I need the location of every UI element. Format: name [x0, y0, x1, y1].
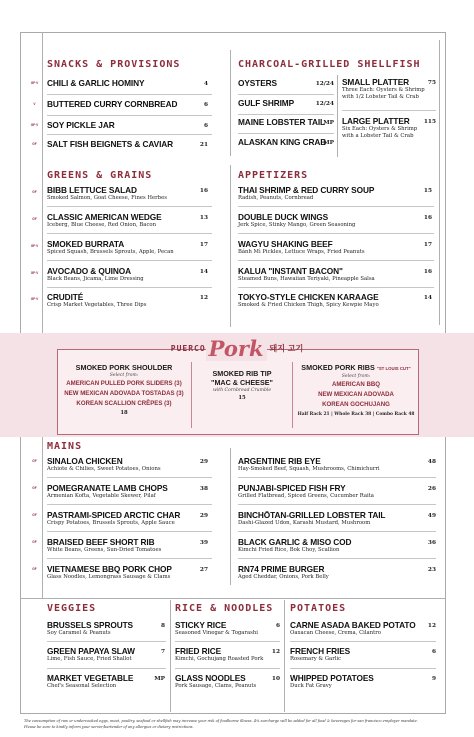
item-price: 6	[275, 623, 280, 629]
side-tag: GF·V	[30, 297, 39, 301]
row-divider	[47, 94, 212, 95]
item-price: 27	[199, 567, 208, 573]
menu-item: FRENCH FRIES Rosemary & Garlic	[290, 646, 351, 662]
divider-left-margin-mains	[42, 437, 43, 599]
item-price: 9	[431, 676, 436, 682]
item-price: 29	[199, 513, 208, 519]
divider-mid-center	[230, 165, 231, 327]
item-price: 6	[203, 123, 208, 129]
section-title-snacks: SNACKS & PROVISIONS	[47, 59, 181, 70]
section-title-veggies: VEGGIES	[47, 603, 97, 614]
item-price: 17	[423, 242, 432, 248]
side-tag: GF·V	[30, 271, 39, 275]
item-price: 12/24	[315, 81, 334, 87]
menu-item: OYSTERS	[238, 78, 277, 88]
divider-top-center	[230, 50, 231, 156]
divider-pork-1	[191, 362, 192, 428]
row-divider	[290, 668, 436, 669]
item-price: 38	[199, 486, 208, 492]
section-title-potatoes: POTATOES	[290, 603, 347, 614]
divider-mains-center	[230, 448, 231, 585]
menu-item: CARNE ASADA BAKED POTATO Oaxacan Cheese, Crema, Cilantro	[290, 620, 416, 636]
menu-item: SOY PICKLE JAR	[47, 120, 115, 130]
item-price: 26	[427, 486, 436, 492]
menu-item: WHIPPED POTATOES Duck Fat Gravy	[290, 673, 374, 689]
row-divider	[47, 134, 212, 135]
item-price: 49	[427, 513, 436, 519]
item-price: 36	[427, 540, 436, 546]
pork-option: KOREAN SCALLION CRÊPES (3)	[76, 400, 172, 407]
row-divider	[342, 110, 436, 111]
pork-col-title: SMOKED PORK SHOULDER	[75, 363, 173, 372]
item-price: 4	[203, 81, 208, 87]
platter-item: LARGE PLATTER Six Each: Oysters & Shrimp with a Lobster Tail & Crab	[342, 116, 418, 139]
menu-item: GLASS NOODLES Pork Sausage, Clams, Peanuts	[175, 673, 257, 689]
item-price: 39	[199, 540, 208, 546]
menu-item: RN74 PRIME BURGER Aged Cheddar, Onions, Pork Belly	[238, 564, 329, 580]
menu-item: MARKET VEGETABLE Chef's Seasonal Selection	[47, 673, 134, 689]
side-tag: GF	[32, 217, 37, 221]
side-tag: GF	[32, 459, 37, 463]
menu-item: PASTRAMI-SPICED ARCTIC CHAR Crispy Potatoes, Brussels Sprouts, Apple Sauce	[47, 510, 181, 526]
pork-option: AMERICAN BBQ	[331, 381, 381, 388]
menu-item: CRUDITÉ Crisp Market Vegetables, Three Dips	[47, 292, 147, 308]
divider-sides-2	[284, 600, 285, 712]
item-price: 15	[423, 188, 432, 194]
menu-item: SALT FISH BEIGNETS & CAVIAR	[47, 139, 174, 149]
pork-col-note: Select from:	[341, 374, 371, 379]
pork-price: 15	[238, 395, 246, 401]
menu-item: BRAISED BEEF SHORT RIB White Beans, Greens, Sun-Dried Tomatoes	[47, 537, 162, 553]
pork-option: NEW MEXICAN ADOVADA TOSTADAS (3)	[64, 390, 184, 397]
menu-item: KALUA "INSTANT BACON" Steamed Buns, Hawaiian Teriyaki, Pineapple Salsa	[238, 266, 375, 282]
divider-right-margin	[439, 40, 440, 325]
item-price: MP	[323, 120, 334, 126]
pork-price: Half Rack 21 | Whole Rack 38 | Combo Rack 48	[297, 412, 415, 417]
divider-pork-2	[292, 362, 293, 428]
pork-word-script: Pork	[206, 336, 267, 361]
menu-item: AVOCADO & QUINOA Black Beans, Jicama, Lime Dressing	[47, 266, 144, 282]
side-tag: GF	[32, 486, 37, 490]
row-divider	[47, 287, 212, 288]
section-title-rice: RICE & NOODLES	[175, 603, 274, 614]
item-price: 29	[199, 459, 208, 465]
divider-left-margin	[42, 32, 43, 333]
pork-word-korean: 돼지 고기	[269, 344, 304, 353]
row-divider	[175, 668, 280, 669]
section-title-mains: MAINS	[47, 441, 83, 452]
row-divider	[47, 115, 212, 116]
menu-item: DOUBLE DUCK WINGS Jerk Spice, Stinky Mango, Green Seasoning	[238, 212, 356, 228]
item-price: 16	[199, 188, 208, 194]
row-divider	[238, 260, 434, 261]
menu-item: BRUSSELS SPROUTS Soy Caramel & Peanuts	[47, 620, 133, 636]
item-price: 16	[423, 215, 432, 221]
row-divider	[238, 233, 434, 234]
menu-item: VIETNAMESE BBQ PORK CHOP Glass Noodles, Lemongrass Sausage & Clams	[47, 564, 172, 580]
item-price: 8	[160, 623, 165, 629]
item-price: 12	[271, 649, 280, 655]
side-tag: GF	[32, 567, 37, 571]
item-price: 115	[423, 119, 436, 125]
menu-item: ARGENTINE RIB EYE Hay-Smoked Beef, Squash, Mushrooms, Chimichurri	[238, 456, 380, 472]
side-tag: GF·V	[30, 123, 39, 127]
row-divider	[47, 531, 212, 532]
side-tag: GF	[32, 142, 37, 146]
row-divider	[47, 477, 212, 478]
item-price: 75	[427, 80, 436, 86]
row-divider	[238, 94, 334, 95]
side-tag: GF	[32, 540, 37, 544]
item-price: 12/24	[315, 101, 334, 107]
item-price: 12	[199, 295, 208, 301]
item-price: 16	[423, 269, 432, 275]
row-divider	[238, 504, 436, 505]
menu-item: BUTTERED CURRY CORNBREAD	[47, 99, 178, 109]
side-tag: V	[33, 102, 36, 106]
row-divider	[238, 558, 436, 559]
divider-shellfish-platter	[337, 75, 338, 157]
row-divider	[290, 641, 436, 642]
menu-item: CLASSIC AMERICAN WEDGE Iceberg, Blue Cheese, Red Onion, Bacon	[47, 212, 162, 228]
section-title-greens: GREENS & GRAINS	[47, 170, 153, 181]
platter-item: SMALL PLATTER Three Each: Oysters & Shrimp with 1/2 Lobster Tail & Crab	[342, 77, 425, 100]
item-price: MP	[154, 676, 165, 682]
pork-option: AMERICAN PULLED PORK SLIDERS (3)	[66, 380, 182, 387]
menu-item: BIBB LETTUCE SALAD Smoked Salmon, Goat Cheese, Fines Herbes	[47, 185, 167, 201]
item-price: 12	[427, 623, 436, 629]
footer-line: The consumption of raw or undercooked eggs, meat, poultry, seafood or shellfish may increase your risk of foodborne illness. 4% surcharge will be added for all food & beverages for san francisco employer mandate.	[24, 719, 418, 723]
menu-item: PUNJABI-SPICED FISH FRY Grilled Flatbread, Spiced Greens, Cucumber Raita	[238, 483, 374, 499]
menu-item: FRIED RICE Kimchi, Gochujang Roasted Pork	[175, 646, 264, 662]
item-price: 13	[199, 215, 208, 221]
item-price: 14	[423, 295, 432, 301]
item-price: 48	[427, 459, 436, 465]
item-price: MP	[323, 140, 334, 146]
pork-col-note: Select from:	[109, 373, 139, 378]
pork-price: 18	[120, 410, 128, 416]
divider-sides-1	[170, 600, 171, 712]
item-price: 10	[271, 676, 280, 682]
row-divider	[47, 206, 212, 207]
item-price: 23	[427, 567, 436, 573]
pork-option: NEW MEXICAN ADOVADA	[318, 391, 394, 398]
side-tag: GF·V	[30, 244, 39, 248]
side-tag: GF	[32, 513, 37, 517]
pork-col-rib-tip	[193, 369, 291, 403]
side-tag: GF·V	[30, 81, 39, 85]
footer-line: Please be sure to kindly inform your server/bartender of any allergies or dietary restrictions.	[24, 724, 194, 729]
pork-word-spanish: PUERCO	[170, 344, 206, 353]
row-divider	[47, 504, 212, 505]
menu-item: MAINE LOBSTER TAIL	[238, 117, 326, 127]
section-title-shellfish: CHARCOAL-GRILLED SHELLFISH	[238, 59, 421, 70]
item-price: 14	[199, 269, 208, 275]
menu-item: POMEGRANATE LAMB CHOPS Armenian Kofta, Vegetable Skewer, Pilaf	[47, 483, 168, 499]
pork-col-title: SMOKED PORK RIBS "ST LOUIS CUT"	[301, 363, 411, 372]
menu-item: CHILI & GARLIC HOMINY	[47, 78, 145, 88]
row-divider	[238, 287, 434, 288]
row-divider	[238, 477, 436, 478]
item-price: 17	[199, 242, 208, 248]
footer-disclaimer	[24, 719, 454, 730]
row-divider	[238, 206, 434, 207]
row-divider	[47, 260, 212, 261]
menu-item: GREEN PAPAYA SLAW Lime, Fish Sauce, Fried Shallot	[47, 646, 135, 662]
pork-feature-header	[0, 336, 474, 361]
menu-item: STICKY RICE Seasoned Vinegar & Togarashi	[175, 620, 258, 636]
row-divider	[47, 233, 212, 234]
item-price: 6	[431, 649, 436, 655]
menu-item: SMOKED BURRATA Spiced Squash, Brussels Sprouts, Apple, Pecan	[47, 239, 174, 255]
menu-item: SINALOA CHICKEN Achiote & Chilies, Sweet Potatoes, Onions	[47, 456, 161, 472]
menu-item: WAGYU SHAKING BEEF Bánh Mì Pickles, Lettuce Wraps, Fried Peanuts	[238, 239, 365, 255]
row-divider	[238, 133, 334, 134]
menu-item: BINCHŌTAN-GRILLED LOBSTER TAIL Dashi-Glazed Udon, Karashi Mustard, Mushroom	[238, 510, 386, 526]
pork-col-ribs	[294, 363, 418, 419]
menu-item: ALASKAN KING CRAB	[238, 137, 327, 147]
section-title-appetizers: APPETIZERS	[238, 170, 309, 181]
menu-item: THAI SHRIMP & RED CURRY SOUP Radish, Peanuts, Cornbread	[238, 185, 375, 201]
item-price: 6	[203, 102, 208, 108]
pork-option: KOREAN GOCHUJANG	[322, 401, 390, 408]
pork-col-note: with Cornbread Crumble	[212, 388, 272, 393]
menu-item: BLACK GARLIC & MISO COD Kimchi Fried Rice, Bok Choy, Scallion	[238, 537, 352, 553]
menu-item: TOKYO-STYLE CHICKEN KARAAGE Smoked & Fried Chicken Thigh, Spicy Kewpie Mayo	[238, 292, 379, 308]
row-divider	[238, 531, 436, 532]
item-price: 7	[160, 649, 165, 655]
row-divider	[175, 641, 280, 642]
divider-sides-top	[20, 598, 446, 599]
row-divider	[238, 114, 334, 115]
row-divider	[47, 641, 166, 642]
menu-item: GULF SHRIMP	[238, 98, 295, 108]
pork-col-shoulder	[59, 363, 189, 418]
pork-col-title: "MAC & CHEESE"	[211, 378, 273, 387]
row-divider	[47, 558, 212, 559]
side-tag: GF	[32, 190, 37, 194]
item-price: 21	[199, 142, 208, 148]
row-divider	[47, 668, 166, 669]
pork-col-title: SMOKED RIB TIP	[212, 369, 272, 378]
